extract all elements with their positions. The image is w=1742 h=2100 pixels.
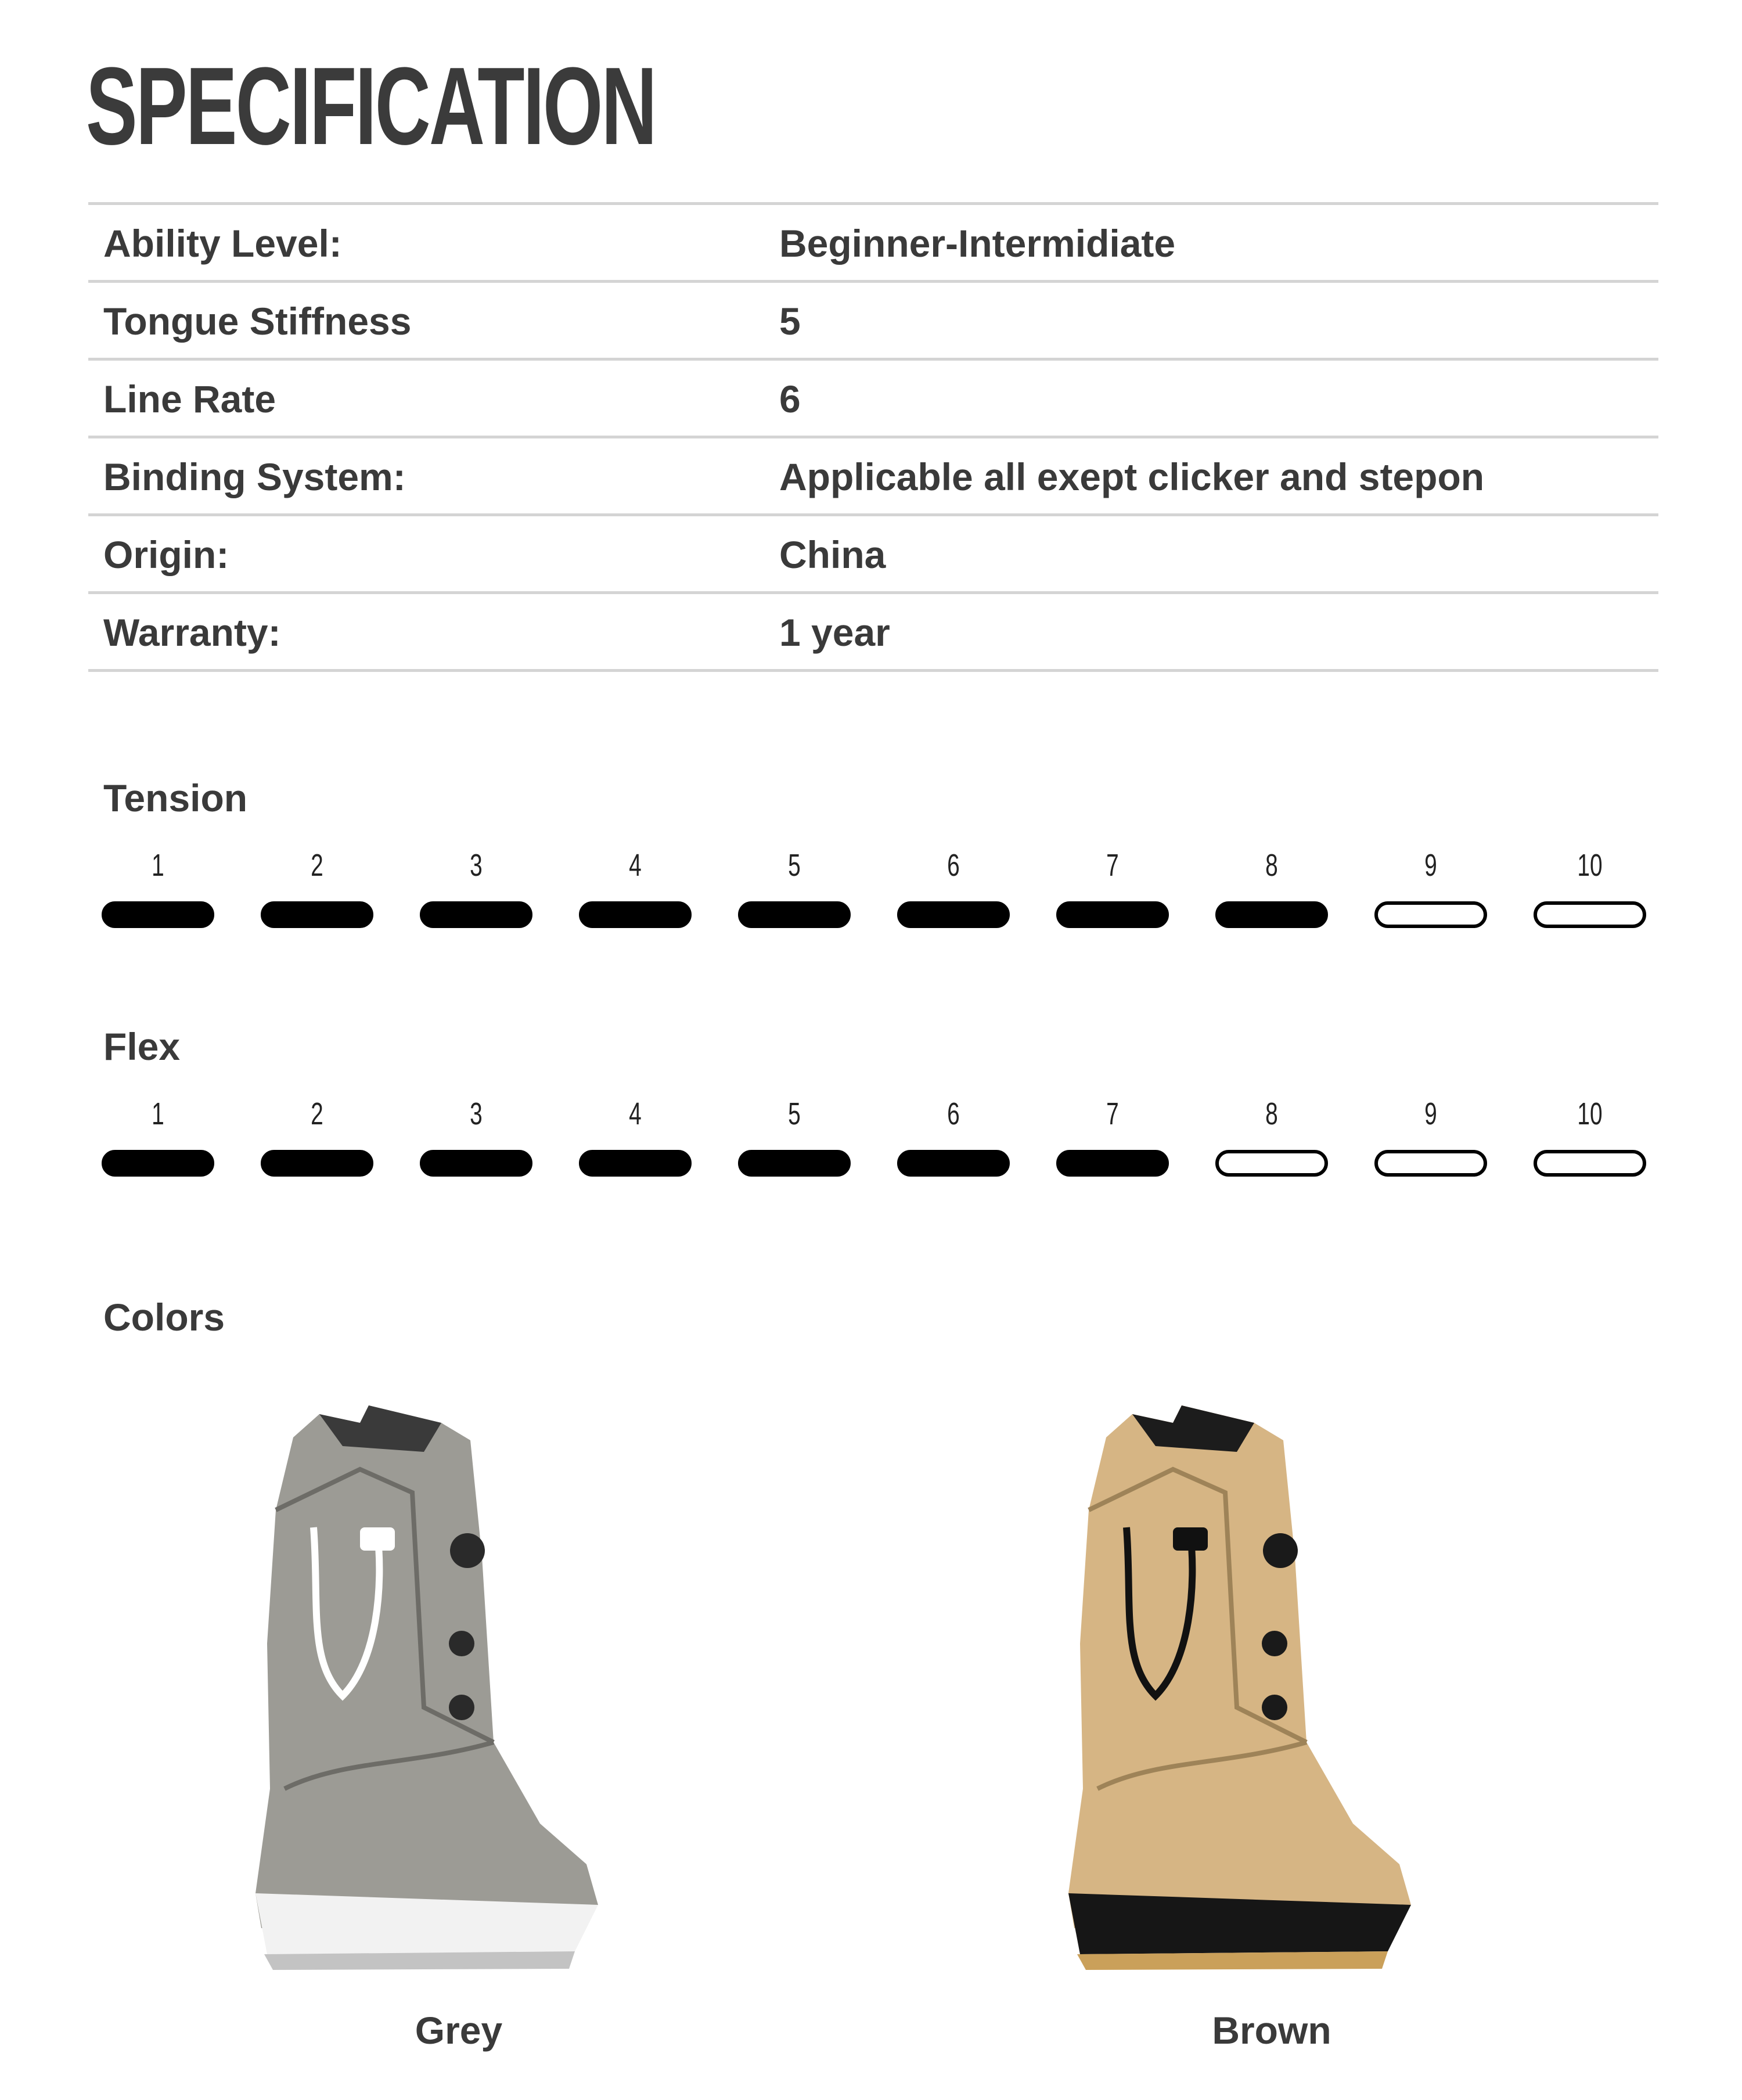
boot-illustration	[255, 1405, 598, 1970]
tension-tick-label: 7	[1106, 848, 1119, 883]
flex-level-4-filled	[579, 1150, 692, 1177]
color-name-grey: Grey	[415, 2009, 503, 2052]
tension-tick-label: 5	[788, 848, 801, 883]
color-option-grey[interactable]	[168, 1382, 749, 2050]
flex-tick-label: 9	[1424, 1096, 1437, 1131]
page-title: SPECIFICATION	[86, 45, 656, 168]
flex-rating-scale	[0, 1096, 1742, 1195]
tension-tick-label: 3	[470, 848, 483, 883]
tension-tick-label: 4	[629, 848, 642, 883]
spec-label: Line Rate	[103, 377, 276, 420]
flex-tick-label: 10	[1577, 1096, 1603, 1131]
flex-level-7-filled	[1056, 1150, 1169, 1177]
tension-level-2-filled	[261, 901, 373, 928]
flex-tick-label: 1	[152, 1096, 164, 1131]
tension-tick-label: 8	[1265, 848, 1278, 883]
spec-value: 6	[779, 377, 801, 420]
flex-tick-label: 3	[470, 1096, 483, 1131]
tension-tick-label: 2	[311, 848, 323, 883]
flex-level-5-filled	[738, 1150, 851, 1177]
flex-level-2-filled	[261, 1150, 373, 1177]
tension-level-3-filled	[420, 901, 532, 928]
flex-level-6-filled	[897, 1150, 1010, 1177]
flex-label: Flex	[103, 1025, 181, 1068]
tension-level-9-empty	[1374, 901, 1487, 928]
flex-level-9-empty	[1374, 1150, 1487, 1177]
spec-label: Ability Level:	[103, 222, 342, 265]
tension-level-6-filled	[897, 901, 1010, 928]
spec-label: Origin:	[103, 533, 229, 576]
tension-tick-label: 1	[152, 848, 164, 883]
flex-tick-label: 4	[629, 1096, 642, 1131]
grey-boot-image	[168, 1382, 749, 1986]
flex-level-1-filled	[102, 1150, 214, 1177]
tension-rating-scale	[0, 848, 1742, 947]
flex-level-3-filled	[420, 1150, 532, 1177]
spec-row-ability	[88, 205, 1658, 283]
tension-tick-label: 6	[947, 848, 960, 883]
spec-row-binding-system	[88, 438, 1658, 516]
flex-level-8-empty	[1215, 1150, 1328, 1177]
flex-tick-label: 7	[1106, 1096, 1119, 1131]
color-option-brown[interactable]	[981, 1382, 1562, 2050]
color-name-brown: Brown	[1212, 2009, 1331, 2052]
spec-value: 1 year	[779, 611, 890, 654]
flex-tick-label: 6	[947, 1096, 960, 1131]
spec-value: Beginner-Intermidiate	[779, 222, 1176, 265]
spec-value: China	[779, 533, 886, 576]
tension-level-8-filled	[1215, 901, 1328, 928]
boot-illustration	[1068, 1405, 1411, 1970]
spec-row-origin	[88, 516, 1658, 594]
flex-tick-label: 5	[788, 1096, 801, 1131]
flex-level-10-empty	[1534, 1150, 1646, 1177]
tension-level-10-empty	[1534, 901, 1646, 928]
tension-level-7-filled	[1056, 901, 1169, 928]
tension-level-5-filled	[738, 901, 851, 928]
spec-row-tongue-stiffness	[88, 283, 1658, 361]
spec-label: Binding System:	[103, 455, 406, 498]
spec-row-line-rate	[88, 361, 1658, 438]
tension-label: Tension	[103, 776, 248, 819]
brown-boot-image	[981, 1382, 1562, 1986]
spec-table	[88, 202, 1658, 672]
colors-label: Colors	[103, 1296, 225, 1339]
spec-label: Tongue Stiffness	[103, 300, 412, 343]
tension-level-1-filled	[102, 901, 214, 928]
tension-tick-label: 9	[1424, 848, 1437, 883]
flex-tick-label: 8	[1265, 1096, 1278, 1131]
spec-label: Warranty:	[103, 611, 281, 654]
spec-row-warranty	[88, 594, 1658, 672]
spec-value: 5	[779, 300, 801, 343]
flex-tick-label: 2	[311, 1096, 323, 1131]
tension-tick-label: 10	[1577, 848, 1603, 883]
tension-level-4-filled	[579, 901, 692, 928]
spec-value: Applicable all exept clicker and stepon	[779, 455, 1485, 498]
